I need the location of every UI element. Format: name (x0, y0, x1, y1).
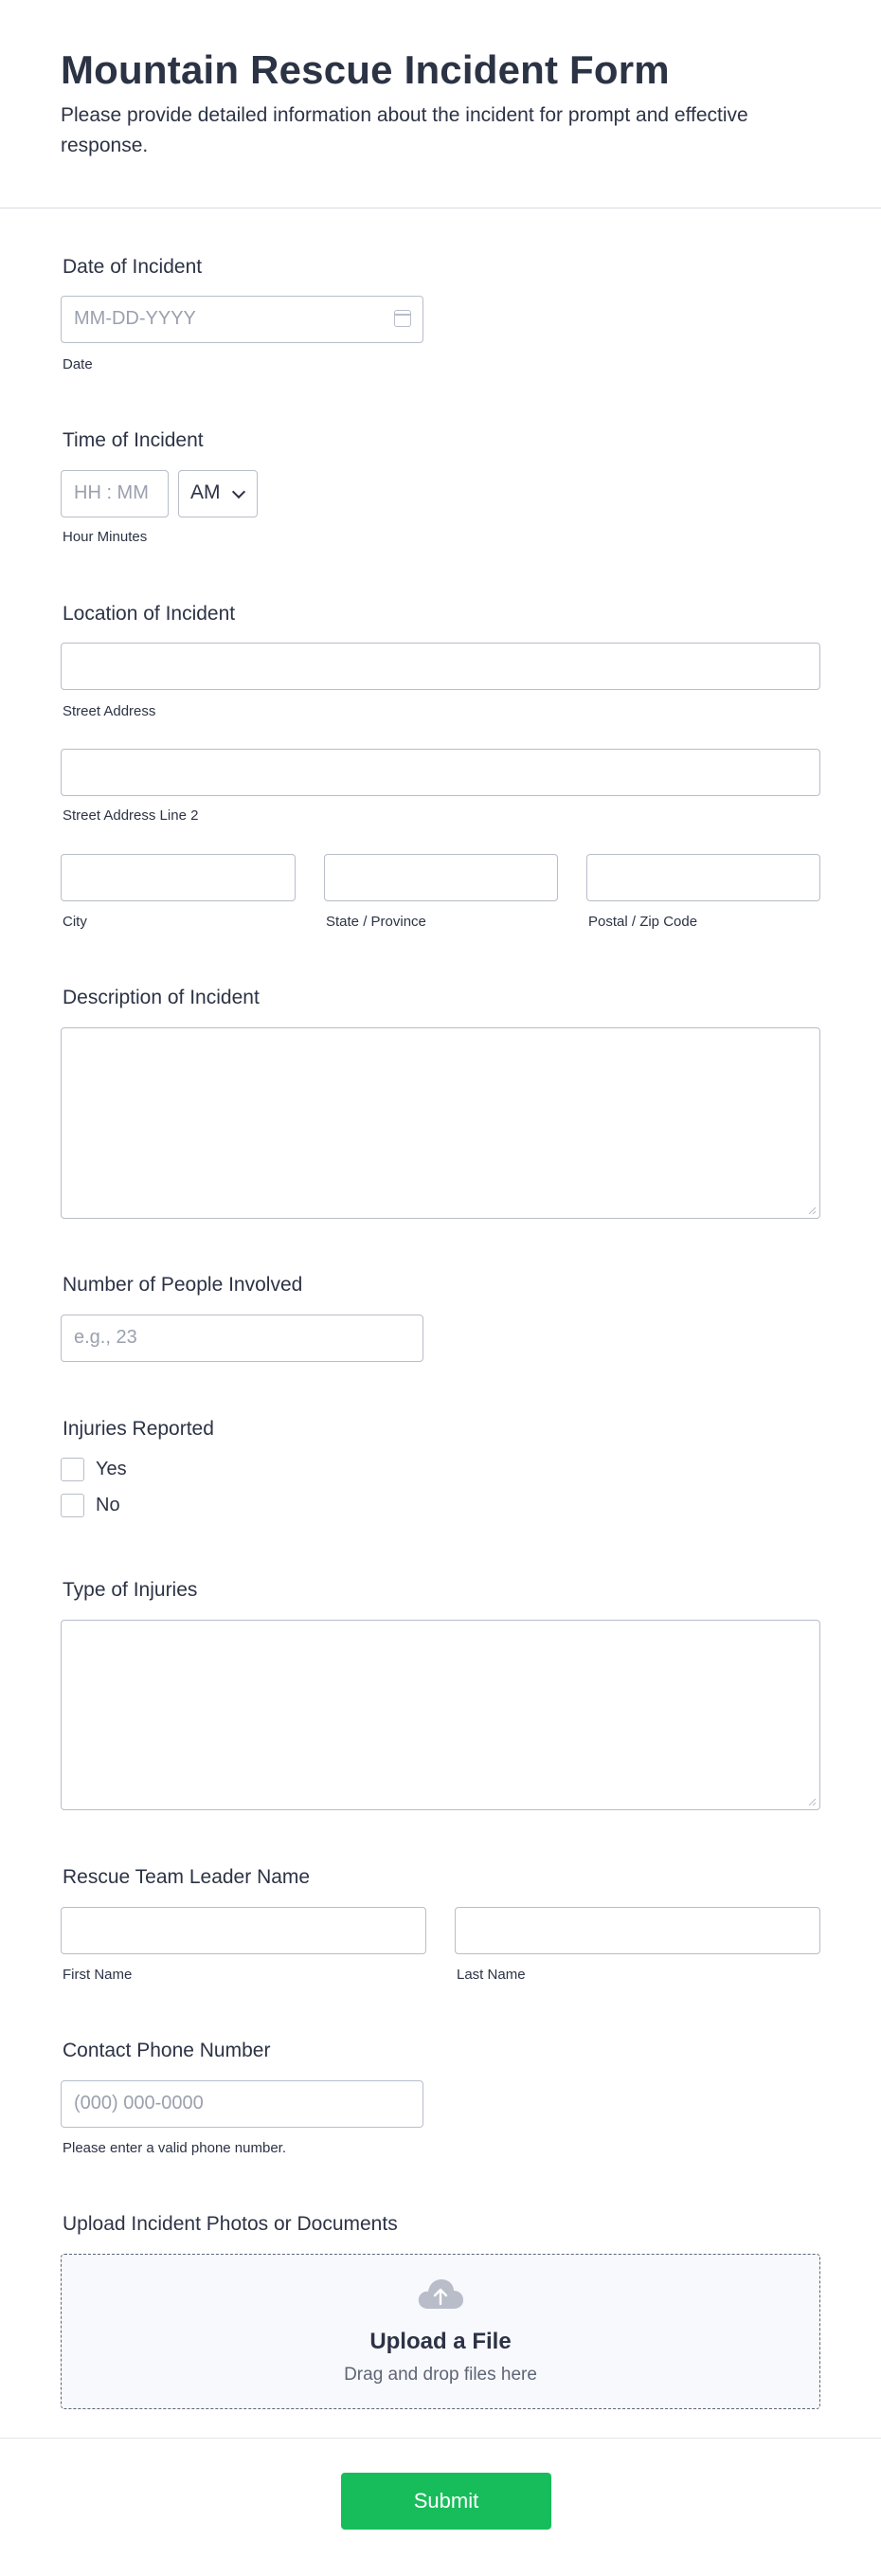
ampm-select[interactable] (178, 470, 258, 517)
time-label: Time of Incident (63, 429, 204, 451)
injury-type-textarea[interactable] (61, 1620, 820, 1810)
upload-dropzone[interactable] (61, 2254, 820, 2409)
form-header (0, 0, 881, 209)
leader-first-name-input[interactable] (61, 1907, 426, 1954)
injuries-no-checkbox[interactable] (61, 1494, 84, 1517)
phone-input[interactable] (61, 2080, 423, 2128)
postal-code-input[interactable] (586, 854, 820, 901)
injuries-yes-label[interactable]: Yes (96, 1459, 127, 1479)
resize-handle-icon[interactable] (808, 1798, 817, 1806)
location-label: Location of Incident (63, 603, 236, 625)
street-address-input[interactable] (61, 643, 820, 690)
leader-first-name-sublabel: First Name (63, 1967, 133, 1983)
city-input[interactable] (61, 854, 296, 901)
chevron-down-icon (232, 485, 245, 499)
form-footer (0, 2438, 881, 2576)
date-placeholder: MM-DD-YYYY (74, 308, 196, 329)
city-sublabel: City (63, 914, 87, 930)
street-address-sublabel: Street Address (63, 703, 156, 719)
street-address-line2-sublabel: Street Address Line 2 (63, 807, 199, 824)
calendar-icon[interactable] (394, 310, 411, 327)
form-subtitle: Please provide detailed information about the incident for prompt and effective response. (61, 104, 748, 156)
state-sublabel: State / Province (326, 914, 426, 930)
leader-last-name-input[interactable] (455, 1907, 820, 1954)
description-label: Description of Incident (63, 987, 260, 1008)
phone-label: Contact Phone Number (63, 2040, 271, 2061)
description-textarea[interactable] (61, 1027, 820, 1219)
ampm-value: AM (190, 481, 221, 503)
date-label: Date of Incident (63, 256, 203, 278)
time-placeholder: HH : MM (74, 482, 149, 503)
upload-title: Upload a File (369, 2329, 512, 2354)
people-placeholder: e.g., 23 (74, 1327, 137, 1348)
upload-label: Upload Incident Photos or Documents (63, 2213, 398, 2235)
date-sublabel: Date (63, 356, 93, 372)
upload-subtitle: Drag and drop files here (344, 2365, 537, 2385)
injuries-no-label[interactable]: No (96, 1495, 120, 1515)
resize-handle-icon[interactable] (808, 1206, 817, 1215)
injury-type-label: Type of Injuries (63, 1579, 198, 1601)
street-address-line2-input[interactable] (61, 749, 820, 796)
submit-button[interactable]: Submit (341, 2473, 551, 2530)
people-input[interactable] (61, 1315, 423, 1362)
injuries-yes-checkbox[interactable] (61, 1458, 84, 1481)
time-sublabel: Hour Minutes (63, 529, 148, 545)
leader-label: Rescue Team Leader Name (63, 1866, 311, 1888)
people-label: Number of People Involved (63, 1274, 303, 1296)
injuries-label: Injuries Reported (63, 1418, 214, 1440)
phone-sublabel: Please enter a valid phone number. (63, 2140, 286, 2156)
leader-last-name-sublabel: Last Name (457, 1967, 526, 1983)
form-title: Mountain Rescue Incident Form (61, 47, 670, 92)
date-input[interactable] (61, 296, 423, 343)
cloud-upload-icon (417, 2277, 464, 2310)
time-input[interactable] (61, 470, 169, 517)
postal-code-sublabel: Postal / Zip Code (588, 914, 698, 930)
state-input[interactable] (324, 854, 558, 901)
phone-placeholder: (000) 000-0000 (74, 2093, 204, 2113)
